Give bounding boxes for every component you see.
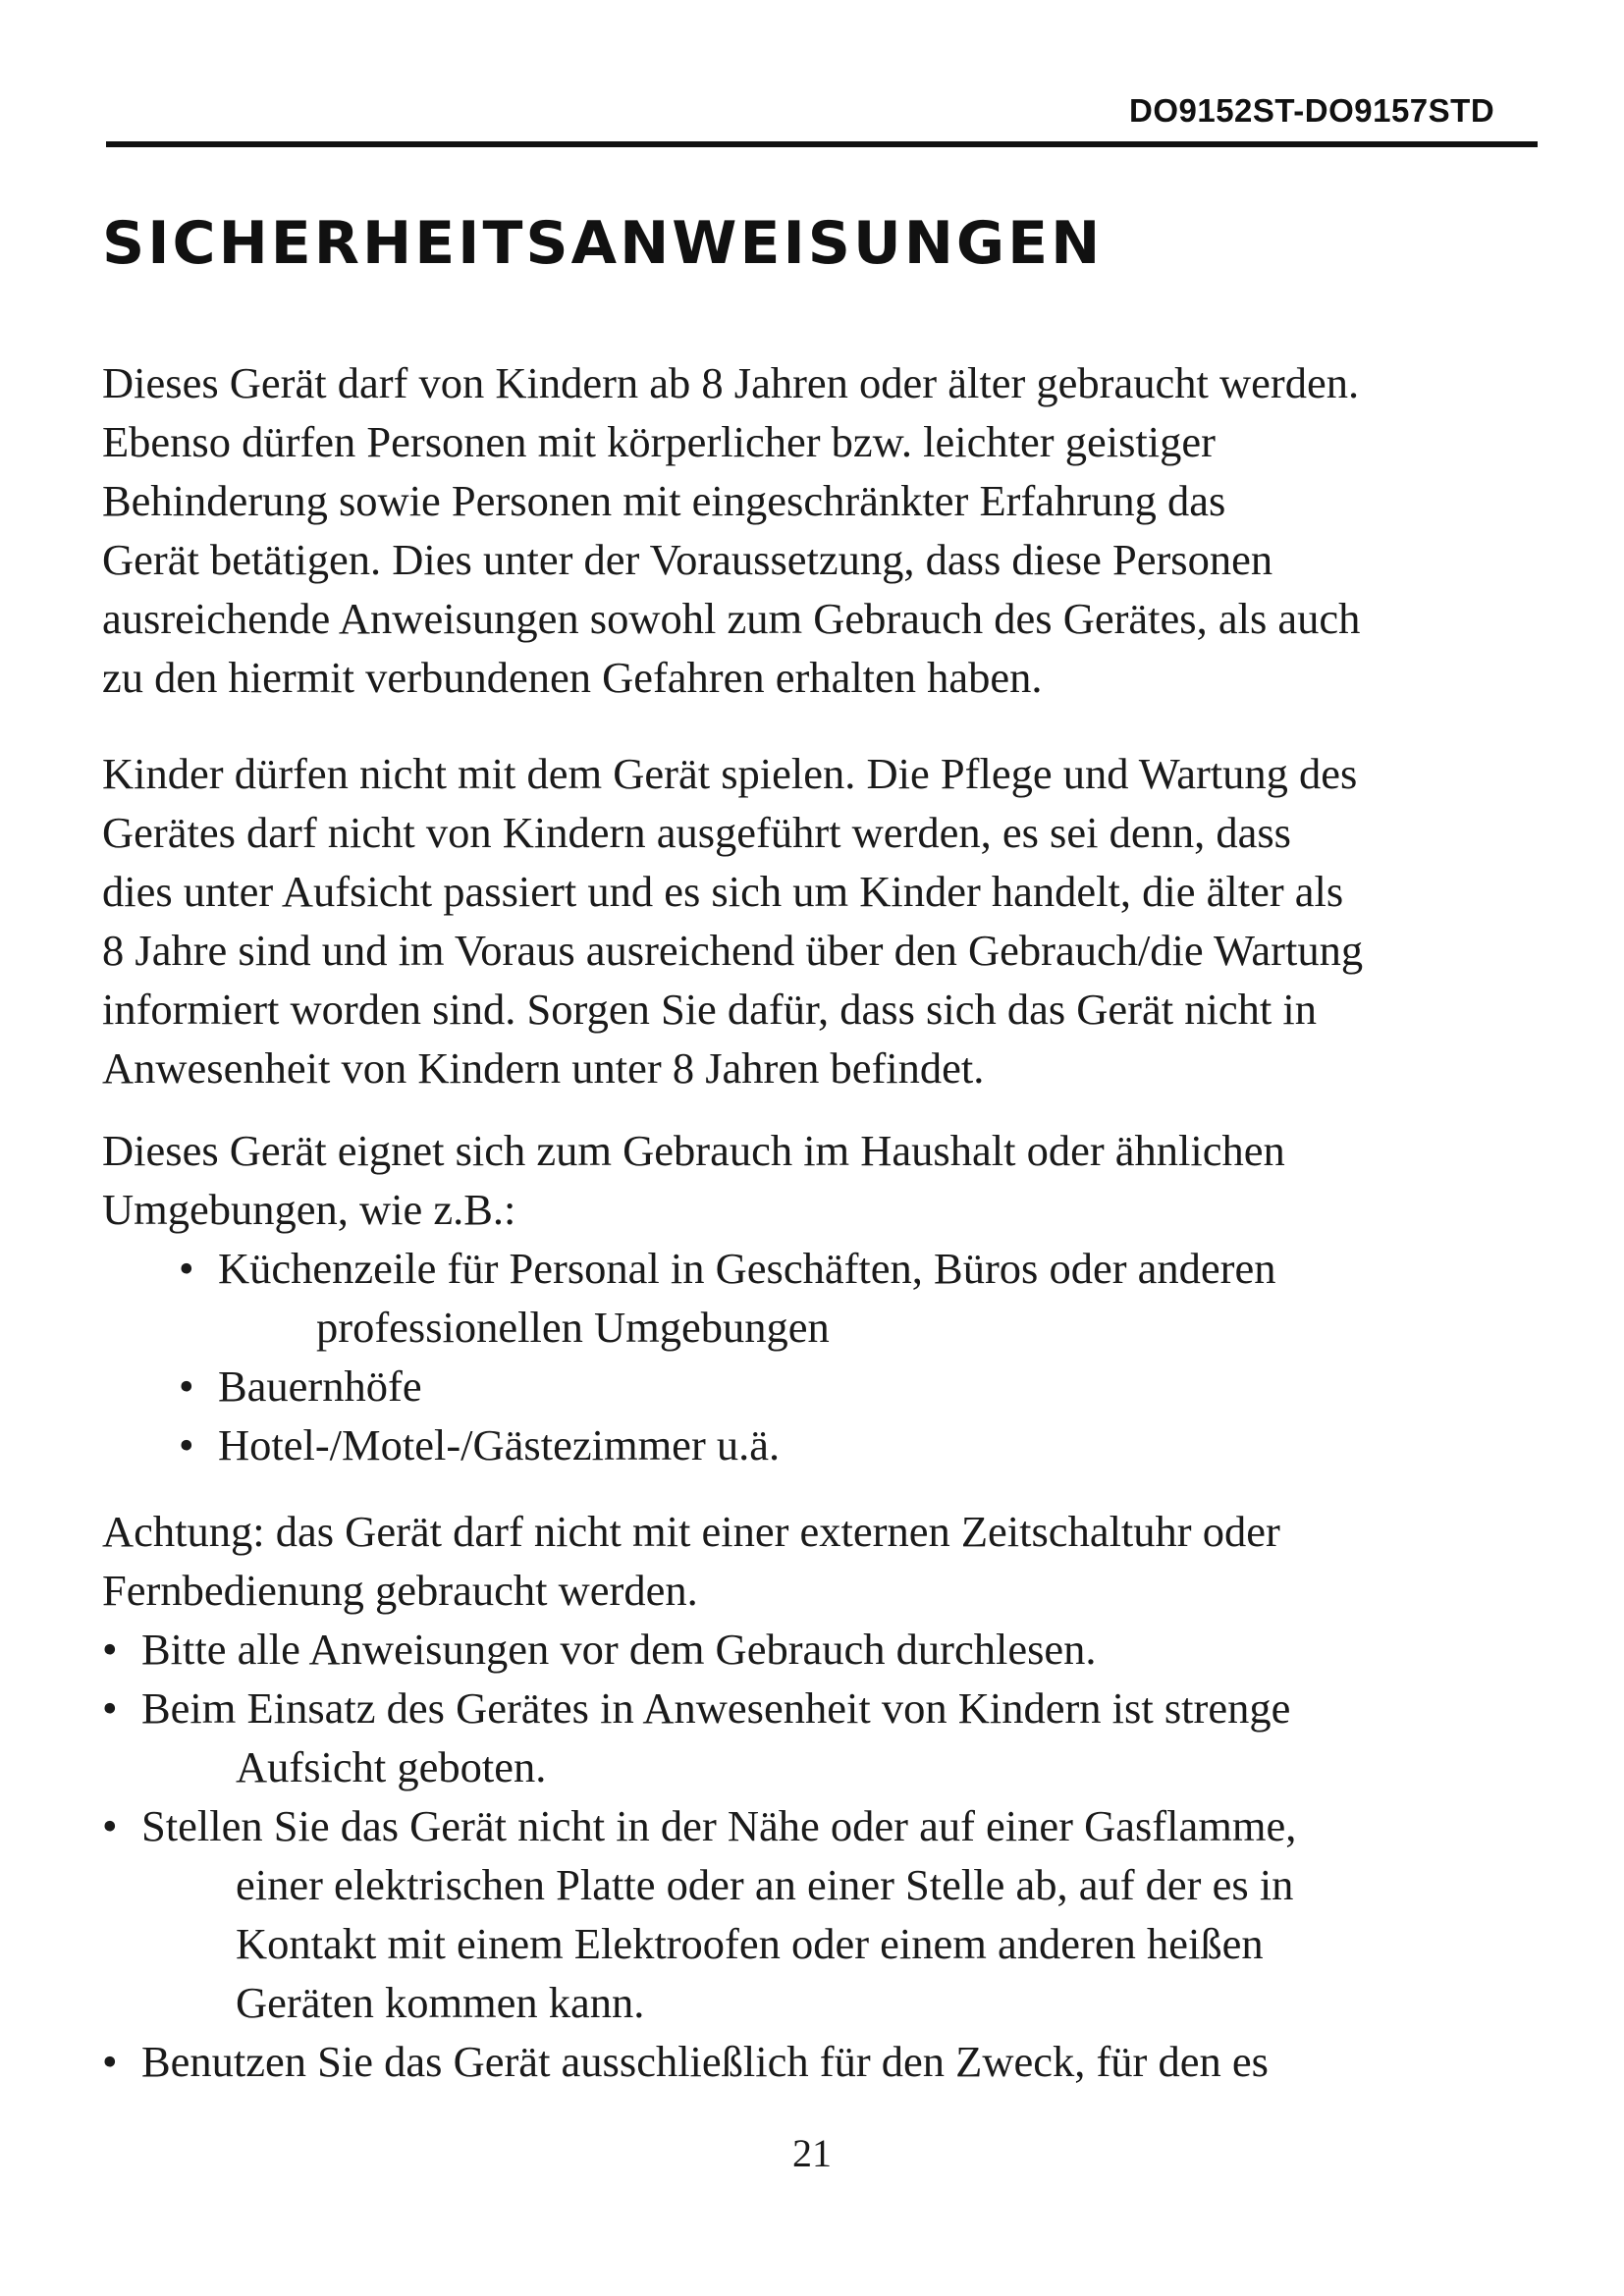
list-item-text: Bauernhöfe xyxy=(218,1362,422,1411)
paragraph-line: Behinderung sowie Personen mit eingeschränkter Erfahrung das xyxy=(102,476,1226,525)
page-number: 21 xyxy=(792,2131,832,2175)
list-item-text: Benutzen Sie das Gerät ausschließlich für den Zweck, für den es xyxy=(141,2037,1269,2086)
bullet-icon: • xyxy=(102,1683,118,1733)
list-item-continuation: Aufsicht geboten. xyxy=(236,1742,547,1791)
bullet-icon: • xyxy=(102,1801,118,1850)
paragraph-line: Dieses Gerät darf von Kindern ab 8 Jahren oder älter gebraucht werden. xyxy=(102,358,1360,407)
paragraph-line: Gerät betätigen. Dies unter der Voraussetzung, dass diese Personen xyxy=(102,535,1273,584)
bullet-icon: • xyxy=(179,1362,194,1411)
paragraph-age-restriction xyxy=(102,353,1536,707)
paragraph-usage-environments xyxy=(102,1121,1536,1474)
list-item-text: Beim Einsatz des Gerätes in Anwesenheit von Kindern ist strenge xyxy=(141,1683,1291,1733)
paragraph-line: Kinder dürfen nicht mit dem Gerät spielen. Die Pflege und Wartung des xyxy=(102,749,1358,798)
paragraph-line: Gerätes darf nicht von Kindern ausgeführt werden, es sei denn, dass xyxy=(102,808,1291,857)
paragraph-line: zu den hiermit verbundenen Gefahren erhalten haben. xyxy=(102,653,1043,702)
list-item xyxy=(102,1679,1536,1737)
header-divider xyxy=(106,141,1538,147)
list-item-continuation: professionellen Umgebungen xyxy=(316,1303,830,1352)
page-title: sicherheitsanweisungen xyxy=(102,186,1104,284)
paragraph-warnings xyxy=(102,1502,1536,2091)
list-item xyxy=(102,1415,1536,1474)
list-item-continuation: Geräten kommen kann. xyxy=(236,1978,645,2027)
list-item xyxy=(102,2032,1536,2091)
list-item-text: Küchenzeile für Personal in Geschäften, Büros oder anderen xyxy=(218,1244,1276,1293)
bullet-icon: • xyxy=(102,2037,118,2086)
paragraph-line: ausreichende Anweisungen sowohl zum Gebrauch des Gerätes, als auch xyxy=(102,594,1361,643)
paragraph-line: Anwesenheit von Kindern unter 8 Jahren befindet. xyxy=(102,1043,985,1093)
paragraph-line: Ebenso dürfen Personen mit körperlicher bzw. leichter geistiger xyxy=(102,417,1216,466)
list-item xyxy=(102,1239,1536,1298)
list-item xyxy=(102,1357,1536,1415)
bullet-icon: • xyxy=(179,1244,194,1293)
list-item-continuation: einer elektrischen Platte oder an einer Stelle ab, auf der es in xyxy=(236,1860,1294,1909)
list-item xyxy=(102,1620,1536,1679)
paragraph-line: 8 Jahre sind und im Voraus ausreichend über den Gebrauch/die Wartung xyxy=(102,926,1364,975)
paragraph-line: Dieses Gerät eignet sich zum Gebrauch im Haushalt oder ähnlichen xyxy=(102,1126,1285,1175)
list-item-text: Bitte alle Anweisungen vor dem Gebrauch durchlesen. xyxy=(141,1625,1097,1674)
paragraph-line: informiert worden sind. Sorgen Sie dafür, dass sich das Gerät nicht in xyxy=(102,985,1317,1034)
paragraph-line: Fernbedienung gebraucht werden. xyxy=(102,1566,698,1615)
paragraph-line: dies unter Aufsicht passiert und es sich um Kinder handelt, die älter als xyxy=(102,867,1344,916)
list-item-text: Stellen Sie das Gerät nicht in der Nähe oder auf einer Gasflamme, xyxy=(141,1801,1297,1850)
bullet-icon: • xyxy=(179,1420,194,1469)
list-item xyxy=(102,1796,1536,1855)
paragraph-line: Achtung: das Gerät darf nicht mit einer externen Zeitschaltuhr oder xyxy=(102,1507,1280,1556)
list-item-continuation: Kontakt mit einem Elektroofen oder einem anderen heißen xyxy=(236,1919,1264,1968)
model-code-header: DO9152ST-DO9157STD xyxy=(1129,92,1495,129)
bullet-icon: • xyxy=(102,1625,118,1674)
paragraph-children xyxy=(102,744,1536,1097)
paragraph-line: Umgebungen, wie z.B.: xyxy=(102,1185,516,1234)
list-item-text: Hotel-/Motel-/Gästezimmer u.ä. xyxy=(218,1420,781,1469)
